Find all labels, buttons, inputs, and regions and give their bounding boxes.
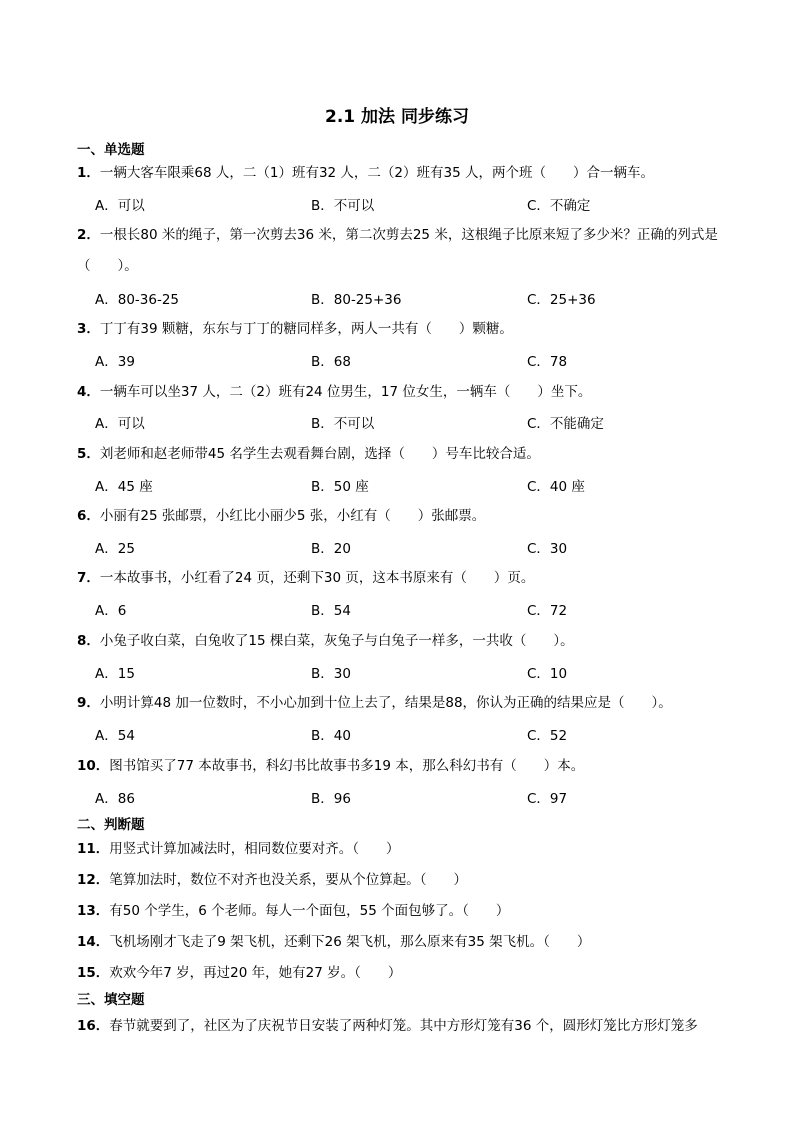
question-text: 一辆大客车限乘68 人，二（1）班有32 人，二（2）班有35 人，两个班（ ）合一辆车。 bbox=[99, 165, 654, 181]
options-9 bbox=[95, 726, 735, 746]
question-text: 小丽有25 张邮票，小红比小丽少5 张，小红有（ ）张邮票。 bbox=[99, 508, 486, 524]
question-text: 一本故事书，小红看了24 页，还剩下30 页，这本书原来有（ ）页。 bbox=[99, 570, 535, 586]
question-text: 用竖式计算加减法时，相同数位要对齐。（ ） bbox=[109, 841, 400, 857]
question-text: 丁丁有39 颗糖，东东与丁丁的糖同样多，两人一共有（ ）颗糖。 bbox=[99, 321, 513, 337]
question-text: 小明计算48 加一位数时，不小心加到十位上去了，结果是88，你认为正确的结果应是（ ）。 bbox=[99, 695, 672, 711]
option-c: C．40 座 bbox=[527, 479, 585, 495]
question-number: 8． bbox=[77, 633, 100, 649]
option-b: B．80-25+36 bbox=[311, 292, 402, 308]
question-number: 14． bbox=[77, 934, 110, 950]
option-c: C．97 bbox=[527, 791, 568, 807]
question-15 bbox=[77, 958, 767, 989]
question-text: 欢欢今年7 岁，再过20 年，她有27 岁。（ ） bbox=[109, 965, 402, 981]
option-c: C．10 bbox=[527, 666, 568, 682]
question-4 bbox=[77, 377, 767, 408]
options-10 bbox=[95, 789, 735, 809]
option-c: C．不能确定 bbox=[527, 416, 604, 432]
question-text: 一辆车可以坐37 人，二（2）班有24 位男生，17 位女生，一辆车（ ）坐下。 bbox=[99, 384, 592, 400]
question-14 bbox=[77, 927, 767, 958]
question-number: 2． bbox=[77, 227, 100, 243]
option-b: B．50 座 bbox=[311, 479, 369, 495]
section-heading-true-false: 二、判断题 bbox=[77, 817, 145, 833]
question-1 bbox=[77, 158, 767, 189]
question-text: 一根长80 米的绳子，第一次剪去36 米，第二次剪去25 米，这根绳子比原来短了多少米？正确的列式是（ ）。 bbox=[77, 227, 718, 274]
option-b: B．40 bbox=[311, 728, 351, 744]
option-b: B．20 bbox=[311, 541, 351, 557]
question-2 bbox=[77, 220, 767, 282]
option-a: A．25 bbox=[95, 541, 135, 557]
question-text: 图书馆买了77 本故事书，科幻书比故事书多19 本，那么科幻书有（ ）本。 bbox=[109, 758, 585, 774]
question-8 bbox=[77, 626, 767, 657]
option-b: B．96 bbox=[311, 791, 351, 807]
question-10 bbox=[77, 751, 767, 782]
question-16 bbox=[77, 1011, 767, 1042]
options-3 bbox=[95, 352, 735, 372]
question-6 bbox=[77, 501, 767, 532]
option-c: C．72 bbox=[527, 603, 568, 619]
question-number: 5． bbox=[77, 446, 100, 462]
option-b: B．30 bbox=[311, 666, 351, 682]
option-c: C．78 bbox=[527, 354, 568, 370]
question-number: 1． bbox=[77, 165, 100, 181]
question-text: 笔算加法时，数位不对齐也没关系，要从个位算起。（ ） bbox=[109, 872, 468, 888]
question-13 bbox=[77, 896, 767, 927]
option-a: A．6 bbox=[95, 603, 127, 619]
option-b: B．不可以 bbox=[311, 416, 375, 432]
option-b: B．不可以 bbox=[311, 198, 375, 214]
question-number: 11． bbox=[77, 841, 110, 857]
options-2 bbox=[95, 290, 735, 310]
options-4 bbox=[95, 414, 735, 434]
option-c: C．25+36 bbox=[527, 292, 596, 308]
question-3 bbox=[77, 314, 767, 345]
page-title: 2.1 加法 同步练习 bbox=[325, 107, 469, 127]
options-1 bbox=[95, 196, 735, 216]
question-number: 15． bbox=[77, 965, 110, 981]
question-number: 10． bbox=[77, 758, 110, 774]
question-number: 6． bbox=[77, 508, 100, 524]
option-a: A．39 bbox=[95, 354, 135, 370]
question-12 bbox=[77, 865, 767, 896]
question-number: 9． bbox=[77, 695, 100, 711]
option-a: A．86 bbox=[95, 791, 135, 807]
section-heading-single-choice: 一、单选题 bbox=[77, 142, 145, 158]
question-text: 小兔子收白菜，白兔收了15 棵白菜，灰兔子与白兔子一样多，一共收（ ）。 bbox=[99, 633, 574, 649]
question-7 bbox=[77, 563, 767, 594]
options-6 bbox=[95, 539, 735, 559]
question-text: 有50 个学生，6 个老师。每人一个面包，55 个面包够了。（ ） bbox=[109, 903, 510, 919]
question-text: 飞机场刚才飞走了9 架飞机，还剩下26 架飞机，那么原来有35 架飞机。（ ） bbox=[109, 934, 591, 950]
option-a: A．54 bbox=[95, 728, 135, 744]
question-number: 16． bbox=[77, 1018, 110, 1034]
question-text: 刘老师和赵老师带45 名学生去观看舞台剧，选择（ ）号车比较合适。 bbox=[99, 446, 540, 462]
options-7 bbox=[95, 601, 735, 621]
question-text: 春节就要到了，社区为了庆祝节日安装了两种灯笼。其中方形灯笼有36 个，圆形灯笼比方形灯笼多 bbox=[109, 1018, 698, 1034]
question-number: 13． bbox=[77, 903, 110, 919]
option-b: B．54 bbox=[311, 603, 351, 619]
question-number: 4． bbox=[77, 384, 100, 400]
option-a: A．15 bbox=[95, 666, 135, 682]
question-number: 3． bbox=[77, 321, 100, 337]
option-c: C．52 bbox=[527, 728, 568, 744]
option-a: A．80-36-25 bbox=[95, 292, 180, 308]
question-number: 12． bbox=[77, 872, 110, 888]
option-a: A．可以 bbox=[95, 198, 145, 214]
options-5 bbox=[95, 477, 735, 497]
option-a: A．45 座 bbox=[95, 479, 153, 495]
question-9 bbox=[77, 688, 767, 719]
question-11 bbox=[77, 834, 767, 865]
section-heading-fill-blank: 三、填空题 bbox=[77, 992, 145, 1008]
options-8 bbox=[95, 664, 735, 684]
option-b: B．68 bbox=[311, 354, 351, 370]
question-5 bbox=[77, 439, 767, 470]
option-a: A．可以 bbox=[95, 416, 145, 432]
question-number: 7． bbox=[77, 570, 100, 586]
option-c: C．30 bbox=[527, 541, 568, 557]
option-c: C．不确定 bbox=[527, 198, 591, 214]
